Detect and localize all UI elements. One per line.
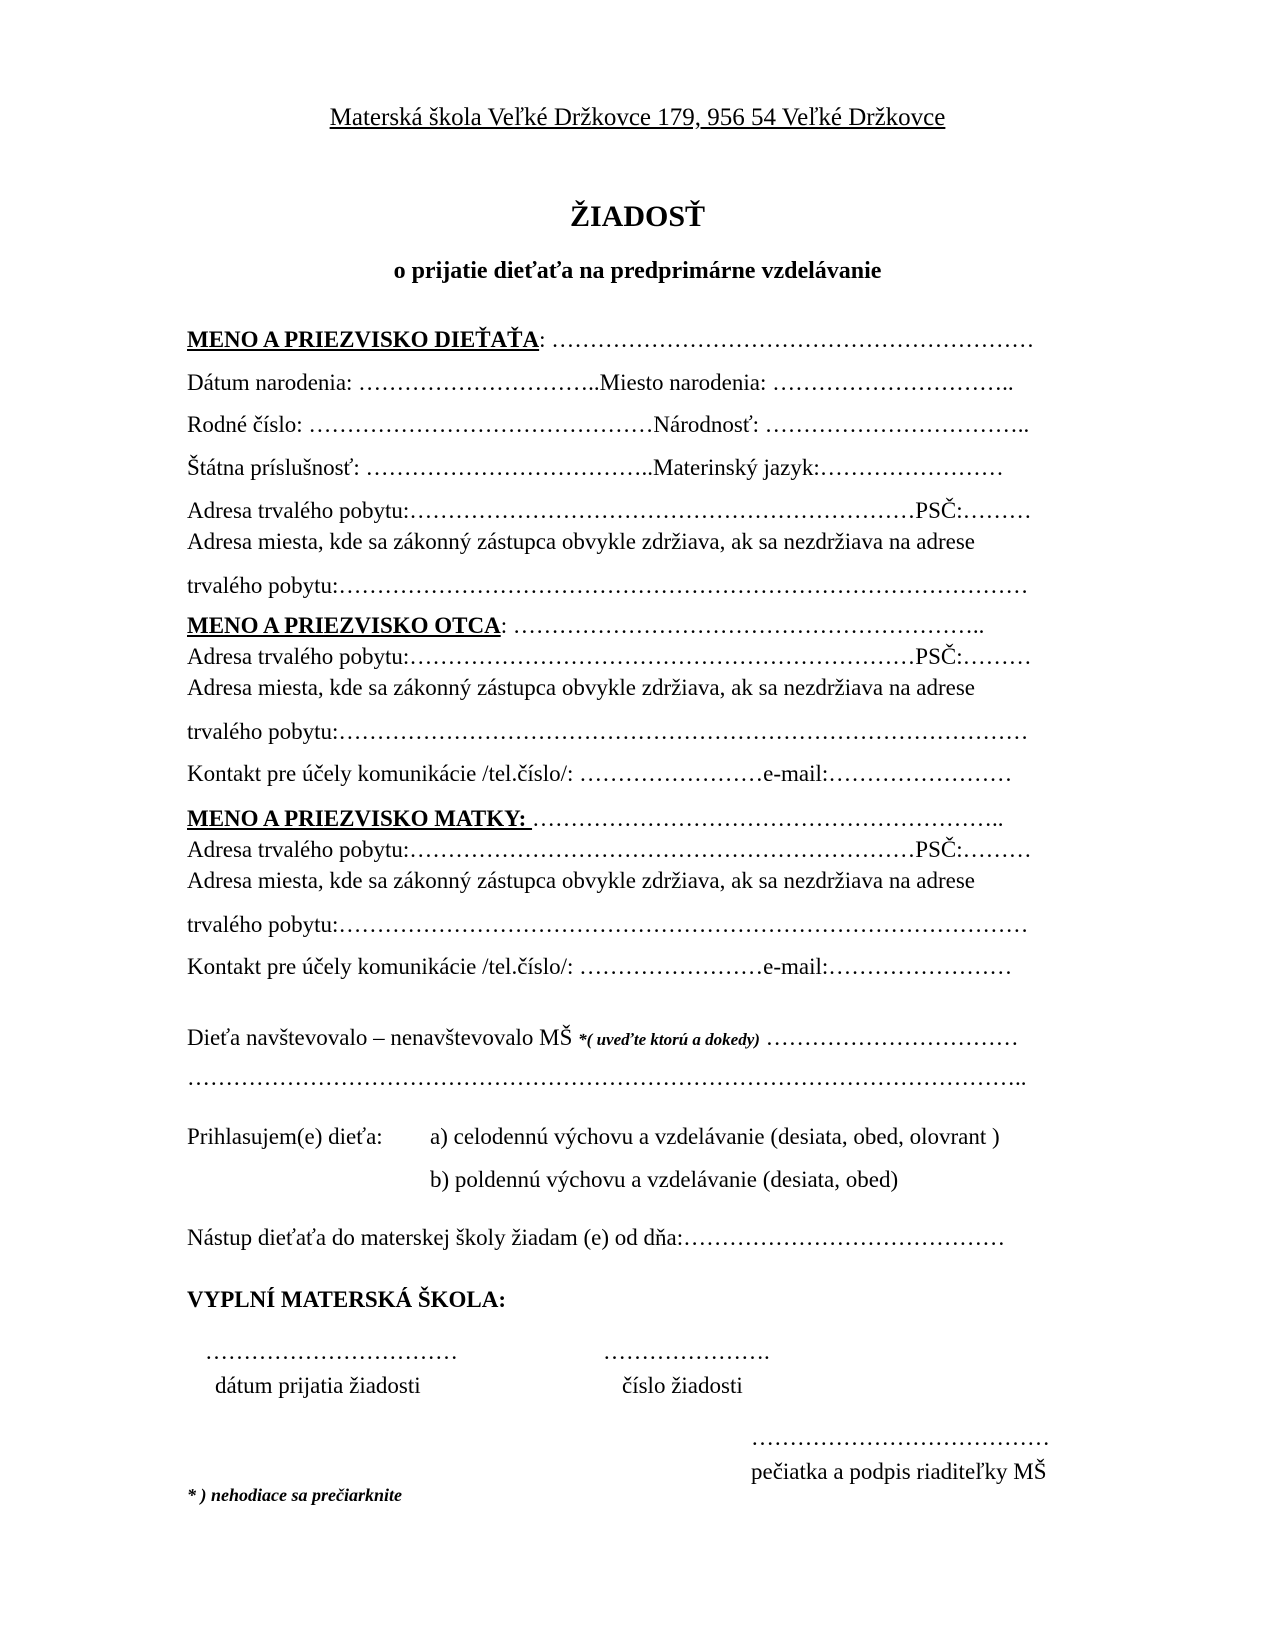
citizenship-line xyxy=(187,454,1004,482)
attendance-label: Dieťa navštevovalo – nenavštevovalo MŠ xyxy=(187,1025,579,1050)
father-alt-address-label: Adresa miesta, kde sa zákonný zástupca obvykle zdržiava, ak sa nezdržiava na adrese xyxy=(187,675,976,700)
enroll-option-b[interactable]: b) poldennú výchovu a vzdelávanie (desiata, obed) xyxy=(430,1167,899,1192)
attendance-note: *( uveďte ktorú a dokedy) xyxy=(578,1030,760,1049)
mother-name-line xyxy=(187,805,1004,833)
mother-name-heading: MENO A PRIEZVISKO MATKY: xyxy=(187,806,533,831)
nationality-field[interactable]: Národnosť: …………………………….. xyxy=(653,412,1030,437)
child-name-heading: MENO A PRIEZVISKO DIEŤAŤA xyxy=(187,327,540,352)
receipt-date-label: dátum prijatia žiadosti xyxy=(215,1373,421,1398)
attendance-line xyxy=(187,1024,1019,1054)
school-section-heading: VYPLNÍ MATERSKÁ ŠKOLA: xyxy=(187,1287,507,1312)
attendance-field[interactable]: …………………………… xyxy=(759,1025,1019,1050)
child-alt-address-label: Adresa miesta, kde sa zákonný zástupca obvykle zdržiava, ak sa nezdržiava na adrese xyxy=(187,529,976,554)
mother-address-field[interactable]: Adresa trvalého pobytu:…………………………………………………………PSČ:……… xyxy=(187,837,1032,862)
father-contact-field[interactable]: Kontakt pre účely komunikácie /tel.číslo/: ……………………e-mail:…………………… xyxy=(187,761,1013,786)
mother-tongue-field[interactable]: Materinský jazyk:…………………… xyxy=(653,455,1004,480)
school-header: Materská škola Veľké Držkovce 179, 956 54 Veľké Držkovce xyxy=(329,104,946,131)
id-number-field[interactable]: Rodné číslo: ……………………………………… xyxy=(187,412,654,437)
attendance-field-continued[interactable]: ……………………………………………………………………………………………….. xyxy=(187,1065,1027,1090)
signature-field[interactable]: ………………………………… xyxy=(751,1425,1050,1450)
footnote: * ) nehodiace sa prečiarknite xyxy=(187,1485,402,1505)
father-address-field[interactable]: Adresa trvalého pobytu:…………………………………………………………PSČ:……… xyxy=(187,644,1032,669)
document-title: ŽIADOSŤ xyxy=(569,200,706,233)
citizenship-field[interactable]: Štátna príslušnosť: ……………………………….. xyxy=(187,455,653,480)
enroll-option-a[interactable]: a) celodennú výchovu a vzdelávanie (desiata, obed, olovrant ) xyxy=(430,1124,1000,1149)
father-name-heading: MENO A PRIEZVISKO OTCA xyxy=(187,613,501,638)
application-number-label: číslo žiadosti xyxy=(622,1373,743,1398)
mother-contact-field[interactable]: Kontakt pre účely komunikácie /tel.číslo/: ……………………e-mail:…………………… xyxy=(187,954,1013,979)
mother-alt-address-field[interactable]: trvalého pobytu:……………………………………………………………………………… xyxy=(187,912,1029,937)
document-subtitle: o prijatie dieťaťa na predprimárne vzdelávanie xyxy=(393,258,882,284)
mother-alt-address-label: Adresa miesta, kde sa zákonný zástupca obvykle zdržiava, ak sa nezdržiava na adrese xyxy=(187,868,976,893)
birth-place-field[interactable]: Miesto narodenia: ………………………….. xyxy=(599,370,1014,395)
signature-label: pečiatka a podpis riaditeľky MŠ xyxy=(751,1459,1047,1484)
child-name-line xyxy=(187,326,1034,354)
mother-name-field[interactable]: …………………………………………………….. xyxy=(532,806,1004,831)
enroll-label: Prihlasujem(e) dieťa: xyxy=(187,1124,383,1149)
receipt-date-field[interactable]: …………………………… xyxy=(205,1339,458,1364)
application-number-field[interactable]: …………………. xyxy=(603,1339,770,1364)
father-name-field[interactable]: : …………………………………………………….. xyxy=(500,613,985,638)
child-name-field[interactable]: : ……………………………………………………… xyxy=(539,327,1035,352)
child-address-field[interactable]: Adresa trvalého pobytu:…………………………………………………………PSČ:……… xyxy=(187,498,1032,523)
start-date-field[interactable]: Nástup dieťaťa do materskej školy žiadam (e) od dňa:…………………………………… xyxy=(187,1225,1006,1250)
father-name-line xyxy=(187,612,984,640)
birth-line xyxy=(187,369,1014,397)
child-alt-address-field[interactable]: trvalého pobytu:……………………………………………………………………………… xyxy=(187,573,1029,598)
birth-date-field[interactable]: Dátum narodenia: ………………………….. xyxy=(187,370,600,395)
father-alt-address-field[interactable]: trvalého pobytu:……………………………………………………………………………… xyxy=(187,719,1029,744)
id-line xyxy=(187,411,1029,439)
